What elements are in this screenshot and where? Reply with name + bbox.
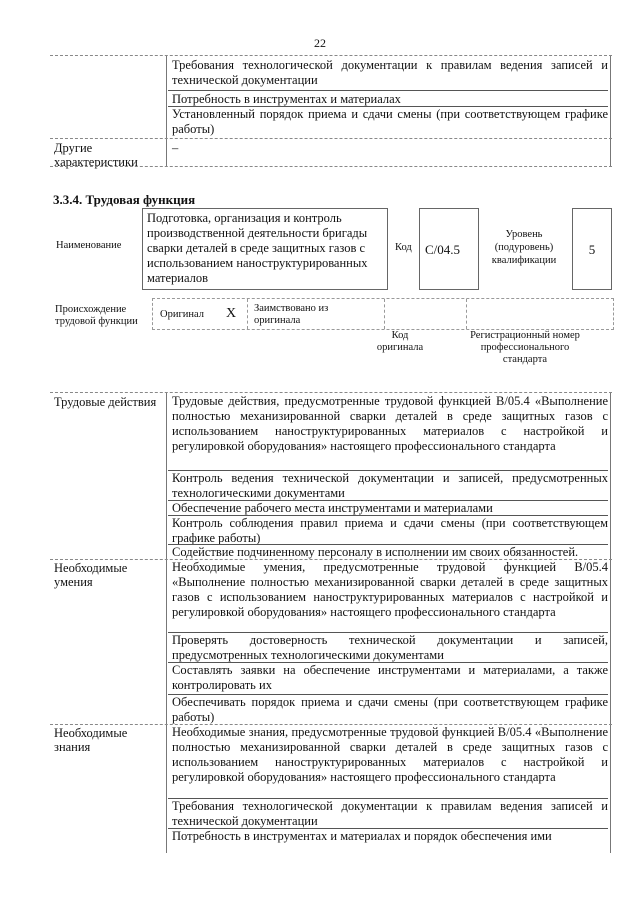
section-heading: 3.3.4. Трудовая функция (53, 192, 196, 207)
registration-caption: Регистрационный номер профессионального стандарта (470, 330, 580, 365)
page-number: 22 (314, 36, 326, 50)
code-box (419, 208, 479, 290)
function-code: С/04.5 (425, 242, 461, 257)
origin-divider (247, 299, 248, 329)
list-item: Контроль соблюдения правил приема и сдачи смены (при соответствующем графике работы) (172, 516, 608, 545)
level-value: 5 (588, 242, 596, 257)
table-right-border (610, 393, 611, 853)
list-item: Требования технологической документации к правилам ведения записей и технической документации (172, 799, 608, 828)
name-box (142, 208, 388, 290)
table-top-border (50, 392, 612, 393)
list-item: Трудовые действия, предусмотренные трудовой функцией В/05.4 «Выполнение полностью механизированной сварки деталей в среде защитных газов с использованием наноструктурированных материалов с настройкой и регулировкой оборудования» настоящего профессионального стандарта (172, 394, 608, 453)
original-option: Оригинал (160, 309, 204, 320)
list-item: Обеспечивать порядок приема и сдачи смены (при соответствующем графике работы) (172, 695, 608, 724)
list-item: Необходимые умения, предусмотренные трудовой функцией В/05.4 «Выполнение полностью механизированной сварки деталей в среде защитных газов с использованием наноструктурированных материалов с настройкой и регулировкой оборудования» настоящего профессионального стандарта (172, 560, 608, 619)
level-label: Уровень (подуровень) квалификации (491, 229, 557, 266)
origin-divider (466, 299, 467, 329)
list-item: Составлять заявки на обеспечение инструментами и материалами, а также контролировать их (172, 663, 608, 692)
origin-divider (384, 299, 385, 329)
table-bottom-border (50, 166, 612, 167)
code-label: Код (395, 242, 412, 253)
origin-label: Происхождение трудовой функции (55, 304, 138, 327)
list-item: Контроль ведения технической документации и записей, предусмотренных технологическими документами (172, 471, 608, 500)
borrowed-option: Заимствовано из оригинала (254, 303, 329, 326)
row-divider (50, 138, 612, 139)
other-characteristics-value: – (172, 141, 179, 155)
table-row-text: Потребность в инструментах и материалах (172, 92, 401, 106)
original-mark: X (226, 306, 237, 321)
column-divider (166, 56, 167, 166)
list-item: Проверять достоверность технической документации и записей, предусмотренных технологическими документами (172, 633, 608, 662)
row-divider (168, 90, 608, 91)
origin-row (152, 298, 614, 330)
column-divider (166, 393, 167, 853)
list-item: Обеспечение рабочего места инструментами и материалами (172, 501, 493, 515)
name-label: Наименование (56, 240, 122, 251)
other-characteristics-label: Другие характеристики (54, 141, 138, 169)
code-caption: Код оригинала (376, 330, 424, 353)
function-name: Подготовка, организация и контроль производственной деятельности бригады сварки деталей в среде защитных газов с использованием наноструктурированных материалов (147, 211, 368, 285)
table-top-border (50, 55, 612, 56)
table-row-text: Установленный порядок приема и сдачи смены (при соответствующем графике работы) (172, 107, 608, 136)
section-label: Необходимые умения (54, 561, 128, 589)
section-label: Трудовые действия (54, 395, 157, 409)
list-item: Необходимые знания, предусмотренные трудовой функцией В/05.4 «Выполнение полностью механизированной сварки деталей в среде защитных газов с использованием наноструктурированных материалов с настройкой и регулировкой оборудования» настоящего профессионального стандарта (172, 725, 608, 784)
level-box (572, 208, 612, 290)
list-item: Содействие подчиненному персоналу в исполнении им своих обязанностей. (172, 545, 579, 559)
table-row-text: Требования технологической документации к правилам ведения записей и технической документации (172, 58, 608, 87)
section-label: Необходимые знания (54, 726, 128, 754)
list-item: Потребность в инструментах и материалах и порядок обеспечения ими (172, 829, 552, 843)
